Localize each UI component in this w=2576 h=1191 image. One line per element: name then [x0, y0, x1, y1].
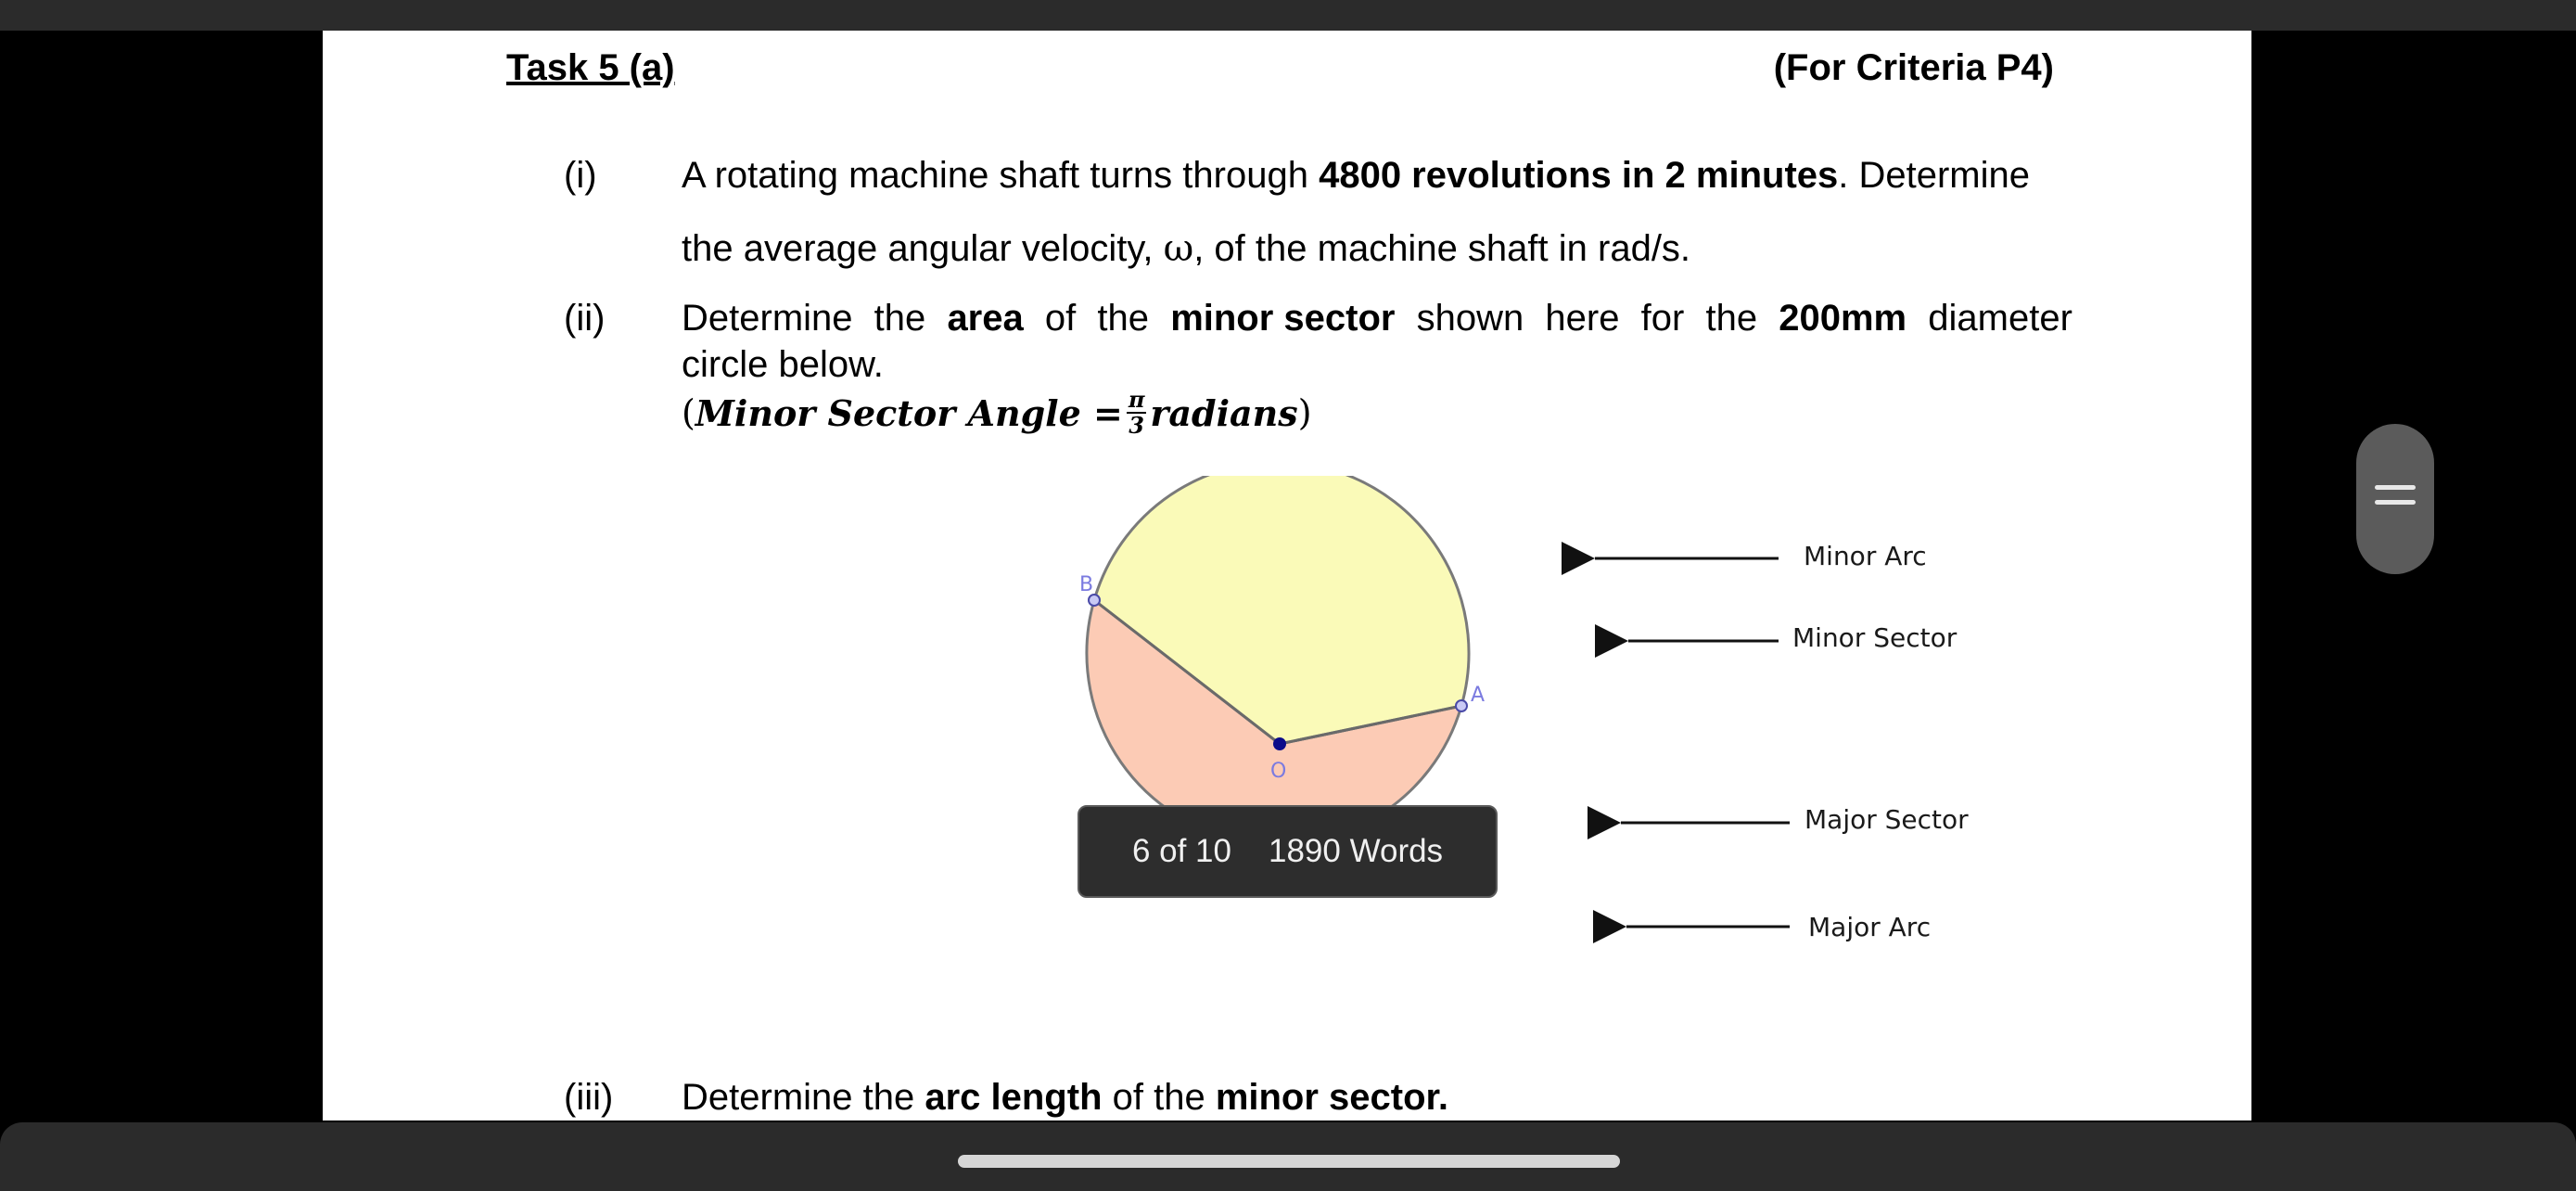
minor-sector-label: Minor Sector: [1792, 622, 1958, 653]
item-number-i: (i): [564, 155, 597, 196]
scroll-handle[interactable]: [2356, 424, 2434, 574]
criteria-label: (For Criteria P4): [1773, 47, 2054, 88]
document-page[interactable]: [323, 31, 2251, 1121]
major-arc-label: Major Arc: [1808, 912, 1932, 942]
item-ii-line-2: circle below.: [682, 344, 884, 385]
major-sector-label: Major Sector: [1804, 804, 1969, 835]
point-a-marker: [1456, 700, 1467, 711]
point-a-label: A: [1471, 684, 1486, 707]
item-i-line-2: the average angular velocity, ω, of the machine shaft in rad/s.: [682, 227, 1691, 270]
word-count: 1890 Words: [1268, 833, 1444, 869]
point-b-label: B: [1079, 573, 1094, 596]
item-number-ii: (ii): [564, 298, 606, 339]
task-title: Task 5 (a): [506, 47, 675, 88]
minor-sector-angle-formula: ( Minor Sector Angle = $\frac{\pi}{3}$ radians ): [682, 386, 1312, 439]
page-indicator: 6 of 10: [1131, 833, 1231, 869]
item-i-line-1: A rotating machine shaft turns through 4800 revolutions in 2 minutes. Determine: [682, 155, 2031, 196]
top-bar: [0, 0, 2576, 31]
item-number-iii: (iii): [564, 1077, 614, 1118]
pi-over-three-fraction: $\frac{\pi}{3}$: [1128, 386, 1145, 439]
home-indicator[interactable]: [958, 1155, 1620, 1168]
item-ii-line-1: Determine the area of the minor sector shown here for the 200mm diameter: [682, 298, 2072, 339]
word-count-toast: [1078, 805, 1498, 898]
point-o-label: O: [1270, 760, 1287, 783]
minor-arc-label: Minor Arc: [1804, 541, 1927, 571]
center-point-marker: [1273, 737, 1286, 750]
item-iii-line: Determine the arc length of the minor sector.: [682, 1077, 1449, 1118]
omega-symbol: ω: [1163, 227, 1194, 270]
